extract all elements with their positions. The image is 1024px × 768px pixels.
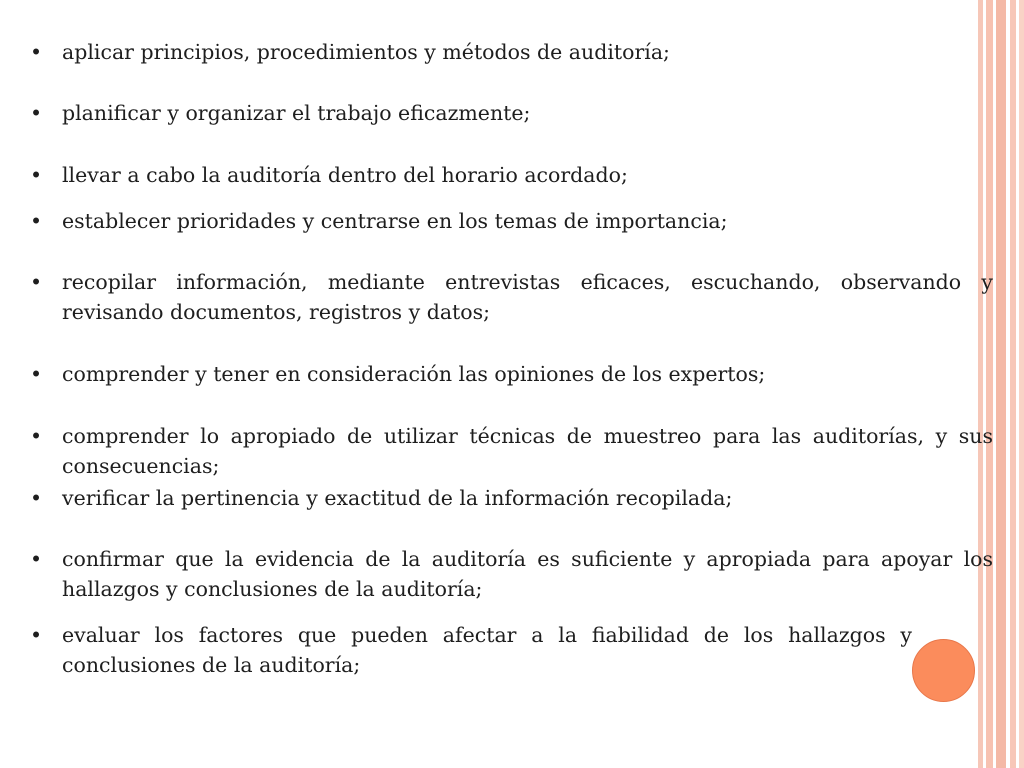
bullet-icon: • bbox=[30, 623, 43, 647]
list-item bbox=[30, 206, 993, 236]
list-item-text: evaluar los factores que pueden afectar a la fiabilidad de los hallazgos y conclusiones de la auditoría; bbox=[62, 623, 912, 677]
list-item bbox=[30, 421, 993, 481]
bullet-icon: • bbox=[30, 270, 43, 294]
list-item-text: aplicar principios, procedimientos y métodos de auditoría; bbox=[62, 40, 670, 64]
bullet-icon: • bbox=[30, 163, 43, 187]
list-item-text: comprender y tener en consideración las opiniones de los expertos; bbox=[62, 362, 766, 386]
list-item-text: recopilar información, mediante entrevistas eficaces, escuchando, observando y revisando documentos, registros y datos; bbox=[62, 270, 993, 324]
bullet-icon: • bbox=[30, 362, 43, 386]
list-item-text: comprender lo apropiado de utilizar técnicas de muestreo para las auditorías, y sus consecuencias; bbox=[62, 424, 993, 478]
list-item bbox=[30, 267, 993, 327]
list-item bbox=[30, 37, 993, 67]
list-item-text: establecer prioridades y centrarse en los temas de importancia; bbox=[62, 209, 728, 233]
list-item bbox=[30, 160, 993, 190]
list-item bbox=[30, 359, 993, 389]
list-item-text: verificar la pertinencia y exactitud de la información recopilada; bbox=[62, 486, 733, 510]
list-item bbox=[30, 483, 993, 513]
orange-circle-icon bbox=[912, 639, 975, 702]
list-item-text: llevar a cabo la auditoría dentro del horario acordado; bbox=[62, 163, 628, 187]
bullet-icon: • bbox=[30, 486, 43, 510]
bullet-icon: • bbox=[30, 209, 43, 233]
bullet-icon: • bbox=[30, 547, 43, 571]
list-item-text: confirmar que la evidencia de la auditoría es suficiente y apropiada para apoyar los hallazgos y conclusiones de la auditoría; bbox=[62, 547, 993, 601]
list-item bbox=[30, 98, 993, 128]
list-item bbox=[30, 620, 912, 680]
list-item bbox=[30, 544, 993, 604]
bullet-icon: • bbox=[30, 424, 43, 448]
bullet-icon: • bbox=[30, 40, 43, 64]
list-item-text: planificar y organizar el trabajo eficazmente; bbox=[62, 101, 531, 125]
bullet-icon: • bbox=[30, 101, 43, 125]
